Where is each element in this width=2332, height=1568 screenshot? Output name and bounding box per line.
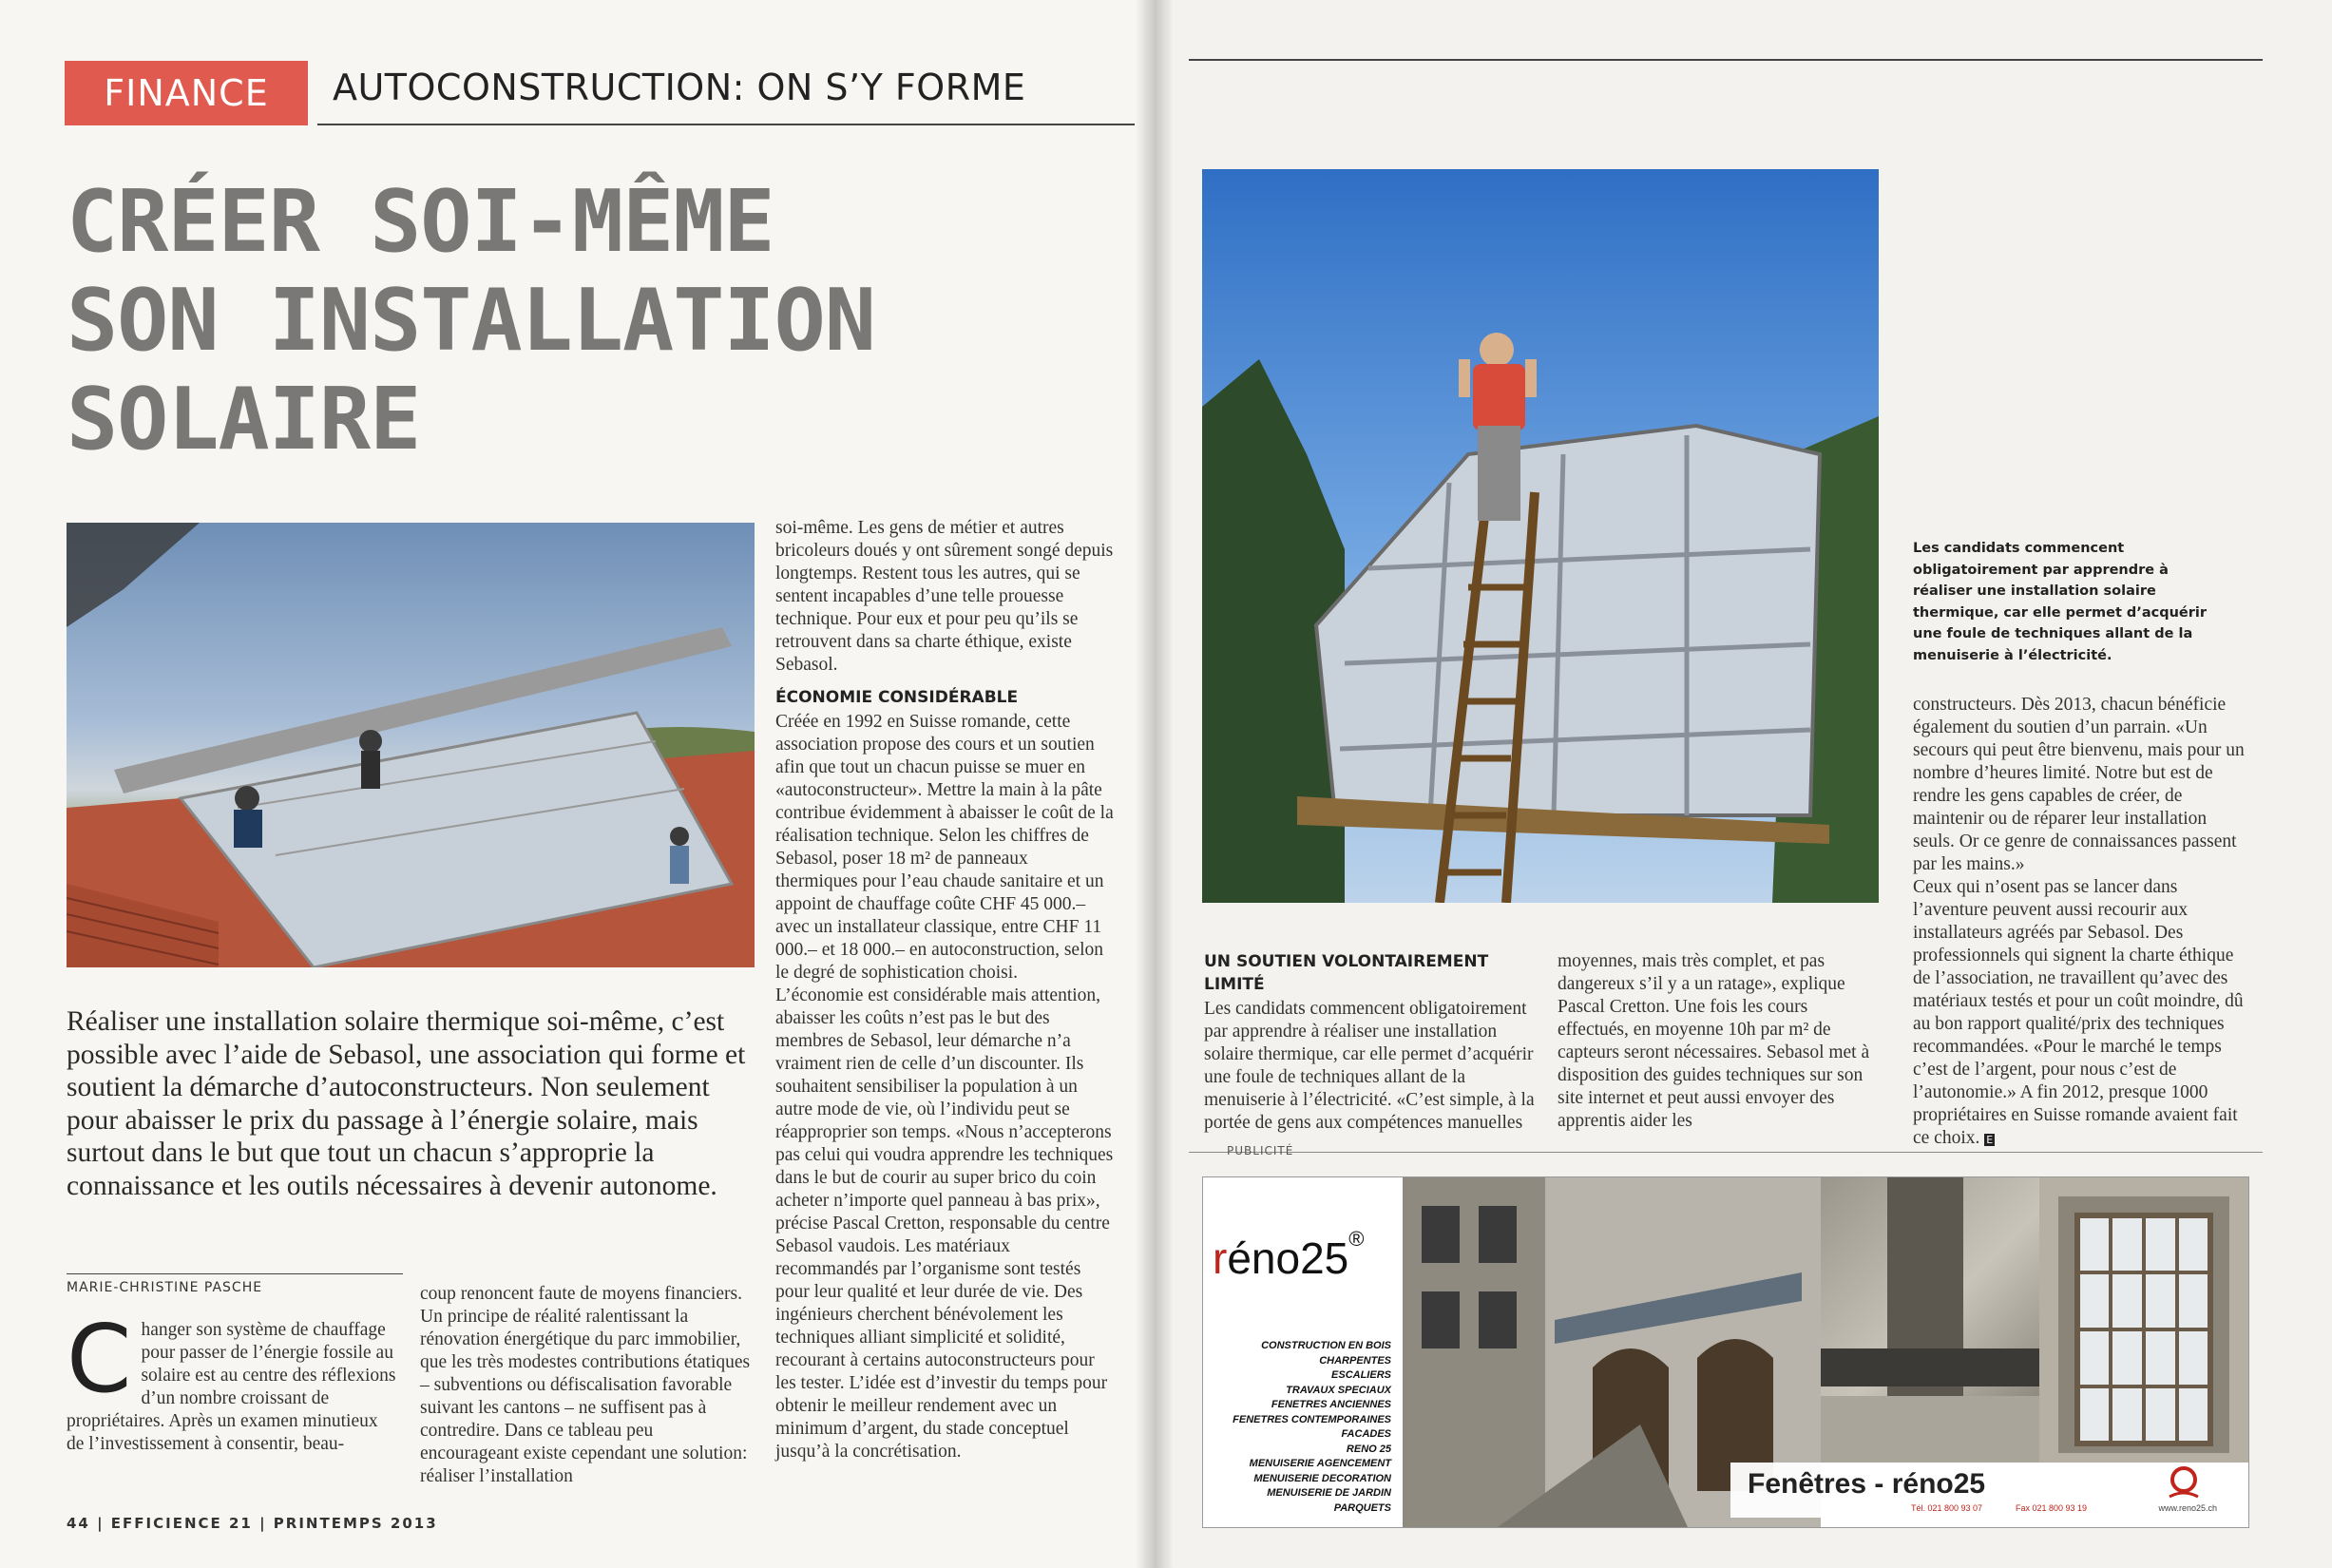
photo-roof-workers (67, 523, 755, 967)
section-title: AUTOCONSTRUCTION: ON S’Y FORME (333, 67, 1026, 108)
body-column-1-text: hanger son système de chauffage pour passer de l’énergie fossile au solaire est au centre des réflexions d’un nombre croissant de propriétaires. Après un examen minutieux de l’investissement à consentir, beau- (67, 1320, 396, 1454)
ad-service-item: MENUISERIE AGENCEMENT (1249, 1458, 1391, 1469)
lead-paragraph: Réaliser une installation solaire thermique soi-même, c’est possible avec l’aide de Sebasol, une association qui forme et soutient la démarche d’autoconstructeurs. Non seulement pour abaisser le prix du passage à l’énergie solaire, mais surtout dans le but que tout un chacun s’approprie la connaissance et les outils nécessaires à devenir autonome. (67, 1006, 746, 1201)
body-column-5 (1558, 950, 1877, 1133)
ad-service-item: FENETRES ANCIENNES (1271, 1399, 1391, 1410)
body-column-3-p1: Créée en 1992 en Suisse romande, cette association propose des cours et un soutien afin que tout un chacun puisse se muer en «autoconstructeur». Mettre la main à la pâte contribue évidemment à abaisser le coût de la réalisation technique. Selon les chiffres de Sebasol, poser 18 m² de panneaux thermiques pour l’eau chaude sanitaire et un appoint de chauffage coûte CHF 45 000.– avec un installateur classique, entre CHF 11 000.– et 18 000.– en autoconstruction, selon le degré de sophistication choisi. (775, 712, 1114, 983)
photo-worker-ladder (1202, 169, 1879, 903)
ad-fax: Fax 021 800 93 19 (2016, 1503, 2088, 1513)
roof-workers-illustration (67, 523, 755, 967)
page-footer: 44 | EFFICIENCE 21 | PRINTEMPS 2013 (67, 1515, 438, 1532)
ad-window-illustration (2039, 1177, 2248, 1463)
body-column-5-text: moyennes, mais très complet, et pas dangereux s’il y a un ratage», explique Pascal Cretton. Une fois les cours effectués, en moyenne 10h par m² de capteurs seront nécessaires. Sebasol met à disposition des guides techniques sur son site internet et peut aussi envoyer des apprentis aider les (1558, 951, 1870, 1131)
ad-service-item: FENETRES CONTEMPORAINES (1233, 1413, 1391, 1425)
ad-banner[interactable] (1730, 1463, 2225, 1518)
ad-logo-rest: éno25 (1227, 1233, 1349, 1283)
body-column-4-text: Les candidats commencent obligatoirement par apprendre à réaliser une installation solaire thermique, car elle permet d’acquérir une foule de techniques allant de la menuiserie à l’électricité. «C’est simple, à la portée de gens aux compétences manuelles (1204, 999, 1535, 1133)
byline: MARIE-CHRISTINE PASCHE (67, 1280, 263, 1295)
right-page (1155, 0, 2332, 1568)
ad-phone: Tél. 021 800 93 07 (1911, 1503, 1983, 1513)
byline-rule (67, 1273, 403, 1274)
ad-banner-title: Fenêtres - réno25 (1748, 1468, 1986, 1500)
body-column-4 (1204, 950, 1537, 1135)
ad-logo (1213, 1227, 1365, 1284)
ad-service-item: FACADES (1341, 1428, 1391, 1440)
worker-ladder-illustration (1202, 169, 1879, 903)
ad-reno25[interactable] (1202, 1176, 2249, 1528)
body-column-6-p1: constructeurs. Dès 2013, chacun bénéficie également du soutien d’un parrain. «Un secours qui peut être bienvenu, mais pour un nombre d’heures limité. Notre but est de rendre les gens capables de créer, de maintenir ou de réparer leur installation seuls. Or ce genre de connaissances passent par les mains.» (1913, 695, 2245, 874)
headline-line-3: SOLAIRE (67, 370, 421, 469)
body-column-6-p2 (1913, 876, 2247, 1152)
end-mark: E (1986, 1134, 1994, 1146)
ad-brand-a-icon (2168, 1463, 2200, 1501)
body-column-1 (67, 1306, 399, 1456)
spread-gutter (1136, 0, 1174, 1568)
section-tag: FINANCE (65, 61, 308, 125)
headline-line-2: SON INSTALLATION (67, 271, 875, 371)
subhead-economie: ÉCONOMIE CONSIDÉRABLE (775, 688, 1019, 707)
body-column-6 (1913, 694, 2247, 1152)
right-header-rule (1189, 59, 2263, 61)
header-rule (317, 124, 1135, 125)
body-column-2 (420, 1283, 753, 1488)
ad-service-item: PARQUETS (1333, 1501, 1391, 1514)
ad-service-item: MENUISERIE DE JARDIN (1267, 1487, 1391, 1499)
left-page (0, 0, 1155, 1568)
body-column-3-p2: L’économie est considérable mais attention, abaisser les coûts n’est pas le but des membres de Sebasol, leur démarche n’a vraiment rien de celle d’un discounter. Ils souhaitent sensibiliser la population à un autre mode de vie, où l’individu peut se réapproprier son temps. «Nous n’accepterons pas celui qui voudra apprendre les techniques dans le but de courir au super brico du coin acheter n’importe quel panneau à bas prix», précise Pascal Cretton, responsable du centre Sebasol vaudois. Les matériaux recommandés par l’organisme sont testés pour leur qualité et leur durée de vie. Des ingénieurs cherchent bénévolement les techniques alliant simplicité et solidité, recourant à certains autoconstructeurs pour les tester. L’idée est d’investir du temps pour obtenir le meilleur rendement avec un minimum d’argent, du stade conceptuel jusqu’à la concrétisation. (775, 985, 1114, 1462)
ad-url[interactable]: www.reno25.ch (2158, 1503, 2217, 1513)
drop-cap: C (67, 1306, 132, 1414)
headline-line-1: CRÉER SOI-MÊME (67, 172, 774, 272)
body-column-2-text: coup renoncent faute de moyens financiers. Un principe de réalité ralentissant la rénovation énergétique du parc immobilier, que les très modestes contributions étatiques – subventions ou défiscalisation favorable suivant les cantons – ne suffisent pas à contredire. Dans ce tableau peu encourageant existe cependant une solution: réaliser l’installation (420, 1284, 751, 1486)
ad-service-item: CONSTRUCTION EN BOIS (1261, 1340, 1391, 1351)
ad-services-list (1220, 1339, 1391, 1516)
subhead-soutien: UN SOUTIEN VOLONTAIREMENT LIMITÉ (1204, 952, 1489, 994)
ad-service-item: CHARPENTES (1319, 1354, 1391, 1367)
ad-logo-r: r (1213, 1233, 1228, 1283)
body-column-3-intro: soi-même. Les gens de métier et autres bricoleurs doués y ont sûrement songé depuis longtemps. Restent tous les autres, qui se sentent incapables d’une telle prouesse technique. Pour eux et pour peu qu’ils se retrouvent dans sa charte éthique, existe Sebasol. (775, 518, 1114, 675)
headline (67, 173, 1112, 469)
photo-caption: Les candidats commencent obligatoirement par apprendre à réaliser une installation solaire thermique, car elle permet d’acquérir une foule de techniques allant de la menuiserie à l’électricité. (1913, 541, 2208, 663)
ad-service-item: TRAVAUX SPECIAUX (1286, 1384, 1391, 1396)
ad-service-item: MENUISERIE DECORATION (1253, 1472, 1391, 1484)
body-column-6-p2-text: Ceux qui n’osent pas se lancer dans l’aventure peuvent aussi recourir aux installateurs agréés par Sebasol. Des professionnels qui signent la charte éthique de l’association, ne travaillent qu’avec des matériaux testés et pour un coût moindre, dû au bon rapport qualité/prix des techniques recommandées. «Pour le marché le temps c’est de l’argent, pour nous c’est de l’autonomie.» A fin 2012, presque 1000 propriétaires en Suisse romande avaient fait ce choix. (1913, 877, 2244, 1148)
ad-stone-illustration (1821, 1177, 2039, 1463)
body-column-3 (775, 517, 1114, 1463)
ad-logo-mark: ® (1348, 1227, 1365, 1251)
ad-service-item: ESCALIERS (1331, 1369, 1391, 1381)
ad-service-item: RENO 25 (1346, 1443, 1391, 1455)
ad-label: PUBLICITÉ (1227, 1144, 1294, 1157)
ad-photo-stone (1821, 1177, 2039, 1463)
ad-top-rule (1189, 1152, 2263, 1153)
ad-photo-window (2039, 1177, 2248, 1463)
